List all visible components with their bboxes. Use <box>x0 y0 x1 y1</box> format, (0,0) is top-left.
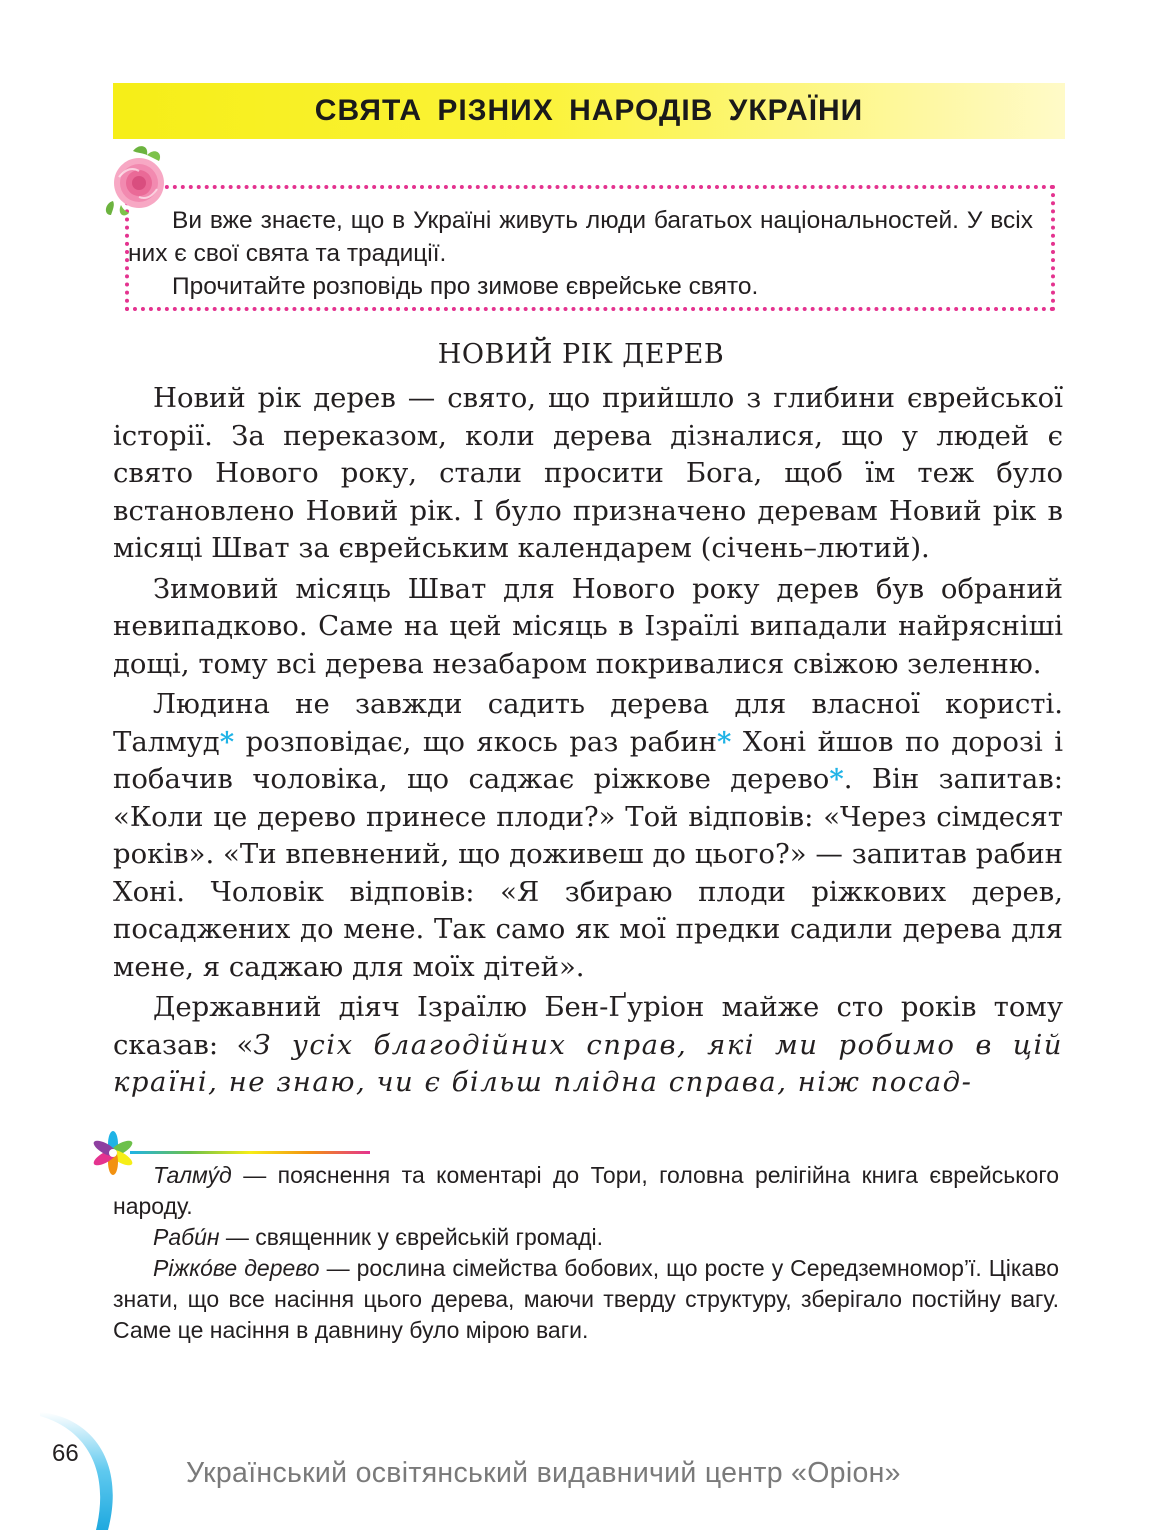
story-text: . Він запитав: «Коли це дерево принесе плоди?» Той відповів: «Через сімдесят років». «Ти впевнений, що доживеш до цього?» — запитав рабин Хоні. Чоловік відповів: «Я збираю плоди ріжкових дерев, посаджених до мене. Так само як мої предки садили дерева для мене, я саджаю для моїх дітей». <box>113 763 1064 983</box>
story-text: Хоні йшов по дорозі і побачив чоловіка, що саджає ріжкове дерево <box>113 725 1063 795</box>
intro-paragraph: Прочитайте розповідь про зимове єврейське свято. <box>172 273 759 300</box>
story-text: Людина не завжди садить дерева для власної користі. Талмуд <box>113 688 1063 758</box>
story-paragraph: Новий рік дерев — свято, що прийшло з глибини єврейської історії. За переказом, коли дерева дізналися, що у людей є свято Нового року, стали просити Бога, щоб їм теж було встановлено Новий рік. І було призначено деревам Новий рік в місяці Шват за єврейським календарем (січень–лютий). <box>113 382 1063 564</box>
quote-text: З усіх благодійних справ, які ми робимо в цій країні, не знаю, чи є більш плідна справа, ніж посад- <box>113 1028 1063 1098</box>
footnote-definition: — пояснення та коментарі до Тори, головна релігійна книга єврейського народу. <box>113 1162 1059 1219</box>
story-body <box>113 380 1063 1102</box>
section-title: СВЯТА РІЗНИХ НАРОДІВ УКРАЇНИ <box>314 94 864 127</box>
footnote-term: Талму́д <box>153 1162 232 1188</box>
footnote-term: Ріжко́ве дерево <box>153 1255 320 1281</box>
footnote-asterisk: * <box>717 725 732 758</box>
publisher-name: Український освітянський видавничий центр «Оріон» <box>186 1457 901 1489</box>
footnote-definition: — священник у єврейській громаді. <box>219 1224 604 1250</box>
footnote-definition: — рослина сімейства бобових, що росте у Середземномор’ї. Цікаво знати, що все насіння цього дерева, маючи тверду структуру, зберігало постійну вагу. Саме це насіння в давнину було мірою ваги. <box>113 1255 1059 1343</box>
footnote-term: Раби́н <box>153 1224 220 1250</box>
story-text: розповідає, що якось раз рабин <box>234 725 717 758</box>
page-corner-arc <box>0 1410 130 1530</box>
section-banner <box>113 83 1065 139</box>
footnote-asterisk: * <box>219 725 235 758</box>
footnote-divider <box>130 1151 370 1154</box>
footnote-item <box>113 1253 1059 1346</box>
intro-paragraph: Ви вже знаєте, що в Україні живуть люди багатьох національностей. У всіх них є свої свята та традиції. <box>128 207 1033 267</box>
footnote-item <box>113 1222 1059 1253</box>
footnote-asterisk: * <box>829 763 844 795</box>
story-text: Державний діяч Ізраїлю Бен-Ґуріон майже сто років тому сказав: « <box>113 991 1063 1061</box>
footnotes <box>113 1160 1059 1346</box>
story-paragraph <box>113 686 1063 986</box>
page-number: 66 <box>52 1440 79 1467</box>
footnote-item <box>113 1160 1059 1222</box>
story-paragraph <box>113 989 1063 1102</box>
story-paragraph: Зимовий місяць Шват для Нового року дерев був обраний невипадково. Саме на цей місяць в Ізраїлі випадали найрясніші дощі, тому всі дерева незабаром покривалися свіжою зеленню. <box>113 572 1063 680</box>
story-title: НОВИЙ РІК ДЕРЕВ <box>437 339 725 370</box>
intro-text <box>128 204 1033 303</box>
